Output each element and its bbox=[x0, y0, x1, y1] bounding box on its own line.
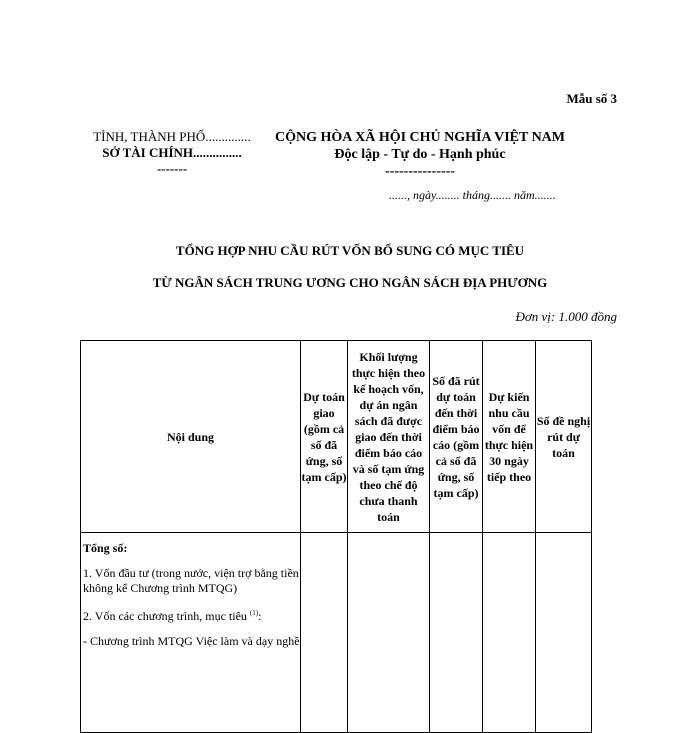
header-withdrawn: Số đã rút dự toán đến thời điểm báo cáo (gồm cả số đã ứng, số tạm cấp) bbox=[430, 341, 483, 533]
date-line: ......, ngày........ tháng....... năm....... bbox=[389, 188, 556, 202]
issuer-divider: ------- bbox=[156, 161, 188, 176]
investment-item: 1. Vốn đầu tư (trong nước, viện trợ bằng tiền không kể Chương trình MTQG) bbox=[83, 566, 299, 595]
document-title-line-2: TỪ NGÂN SÁCH TRUNG ƯƠNG CHO NGÂN SÁCH ĐỊA PHƯƠNG bbox=[152, 275, 548, 290]
department-line: SỞ TÀI CHÍNH............... bbox=[102, 145, 242, 160]
content-cell bbox=[81, 533, 301, 733]
header-volume: Khối lượng thực hiện theo kế hoạch vốn, dự án ngân sách đã được giao đến thời điểm báo cáo và số tạm ứng theo chế độ chưa thanh toán bbox=[348, 341, 430, 533]
province-line: TỈNH, THÀNH PHỐ.............. bbox=[93, 129, 251, 144]
programs-label: 2. Vốn các chương trình, mục tiêu bbox=[83, 609, 247, 623]
request-table bbox=[80, 340, 592, 733]
proposed-value-cell bbox=[536, 533, 592, 733]
programs-footnote: (1) bbox=[249, 609, 259, 617]
issuer-header bbox=[72, 129, 272, 177]
motto-divider: --------------- bbox=[385, 164, 455, 179]
country-name: CỘNG HÒA XÃ HỘI CHỦ NGHĨA VIỆT NAM bbox=[274, 130, 565, 145]
document-title-line-1: TỔNG HỢP NHU CẦU RÚT VỐN BỔ SUNG CÓ MỤC TIÊU bbox=[175, 243, 525, 258]
table-header-row bbox=[81, 341, 592, 533]
withdrawn-value-cell bbox=[430, 533, 483, 733]
expected-value-cell bbox=[483, 533, 536, 733]
header-expected: Dự kiến nhu cầu vốn để thực hiện 30 ngày tiếp theo bbox=[483, 341, 536, 533]
form-code: Mẫu số 3 bbox=[566, 91, 617, 106]
header-proposed: Số đề nghị rút dự toán bbox=[536, 341, 592, 533]
program-subitem: - Chương trình MTQG Việc làm và dạy nghề bbox=[83, 634, 300, 648]
table-row bbox=[81, 533, 592, 733]
national-motto: Độc lập - Tự do - Hạnh phúc bbox=[334, 147, 506, 162]
estimate-value-cell bbox=[301, 533, 348, 733]
header-content: Nội dung bbox=[81, 341, 301, 533]
total-label: Tổng số: bbox=[83, 541, 128, 555]
national-header bbox=[255, 129, 585, 180]
currency-unit: Đơn vị: 1.000 đồng bbox=[515, 309, 617, 324]
header-estimate: Dự toán giao (gồm cả số đã ứng, số tạm cấp) bbox=[301, 341, 348, 533]
programs-item: 2. Vốn các chương trình, mục tiêu $^{(1)}$: bbox=[83, 609, 262, 623]
volume-value-cell bbox=[348, 533, 430, 733]
